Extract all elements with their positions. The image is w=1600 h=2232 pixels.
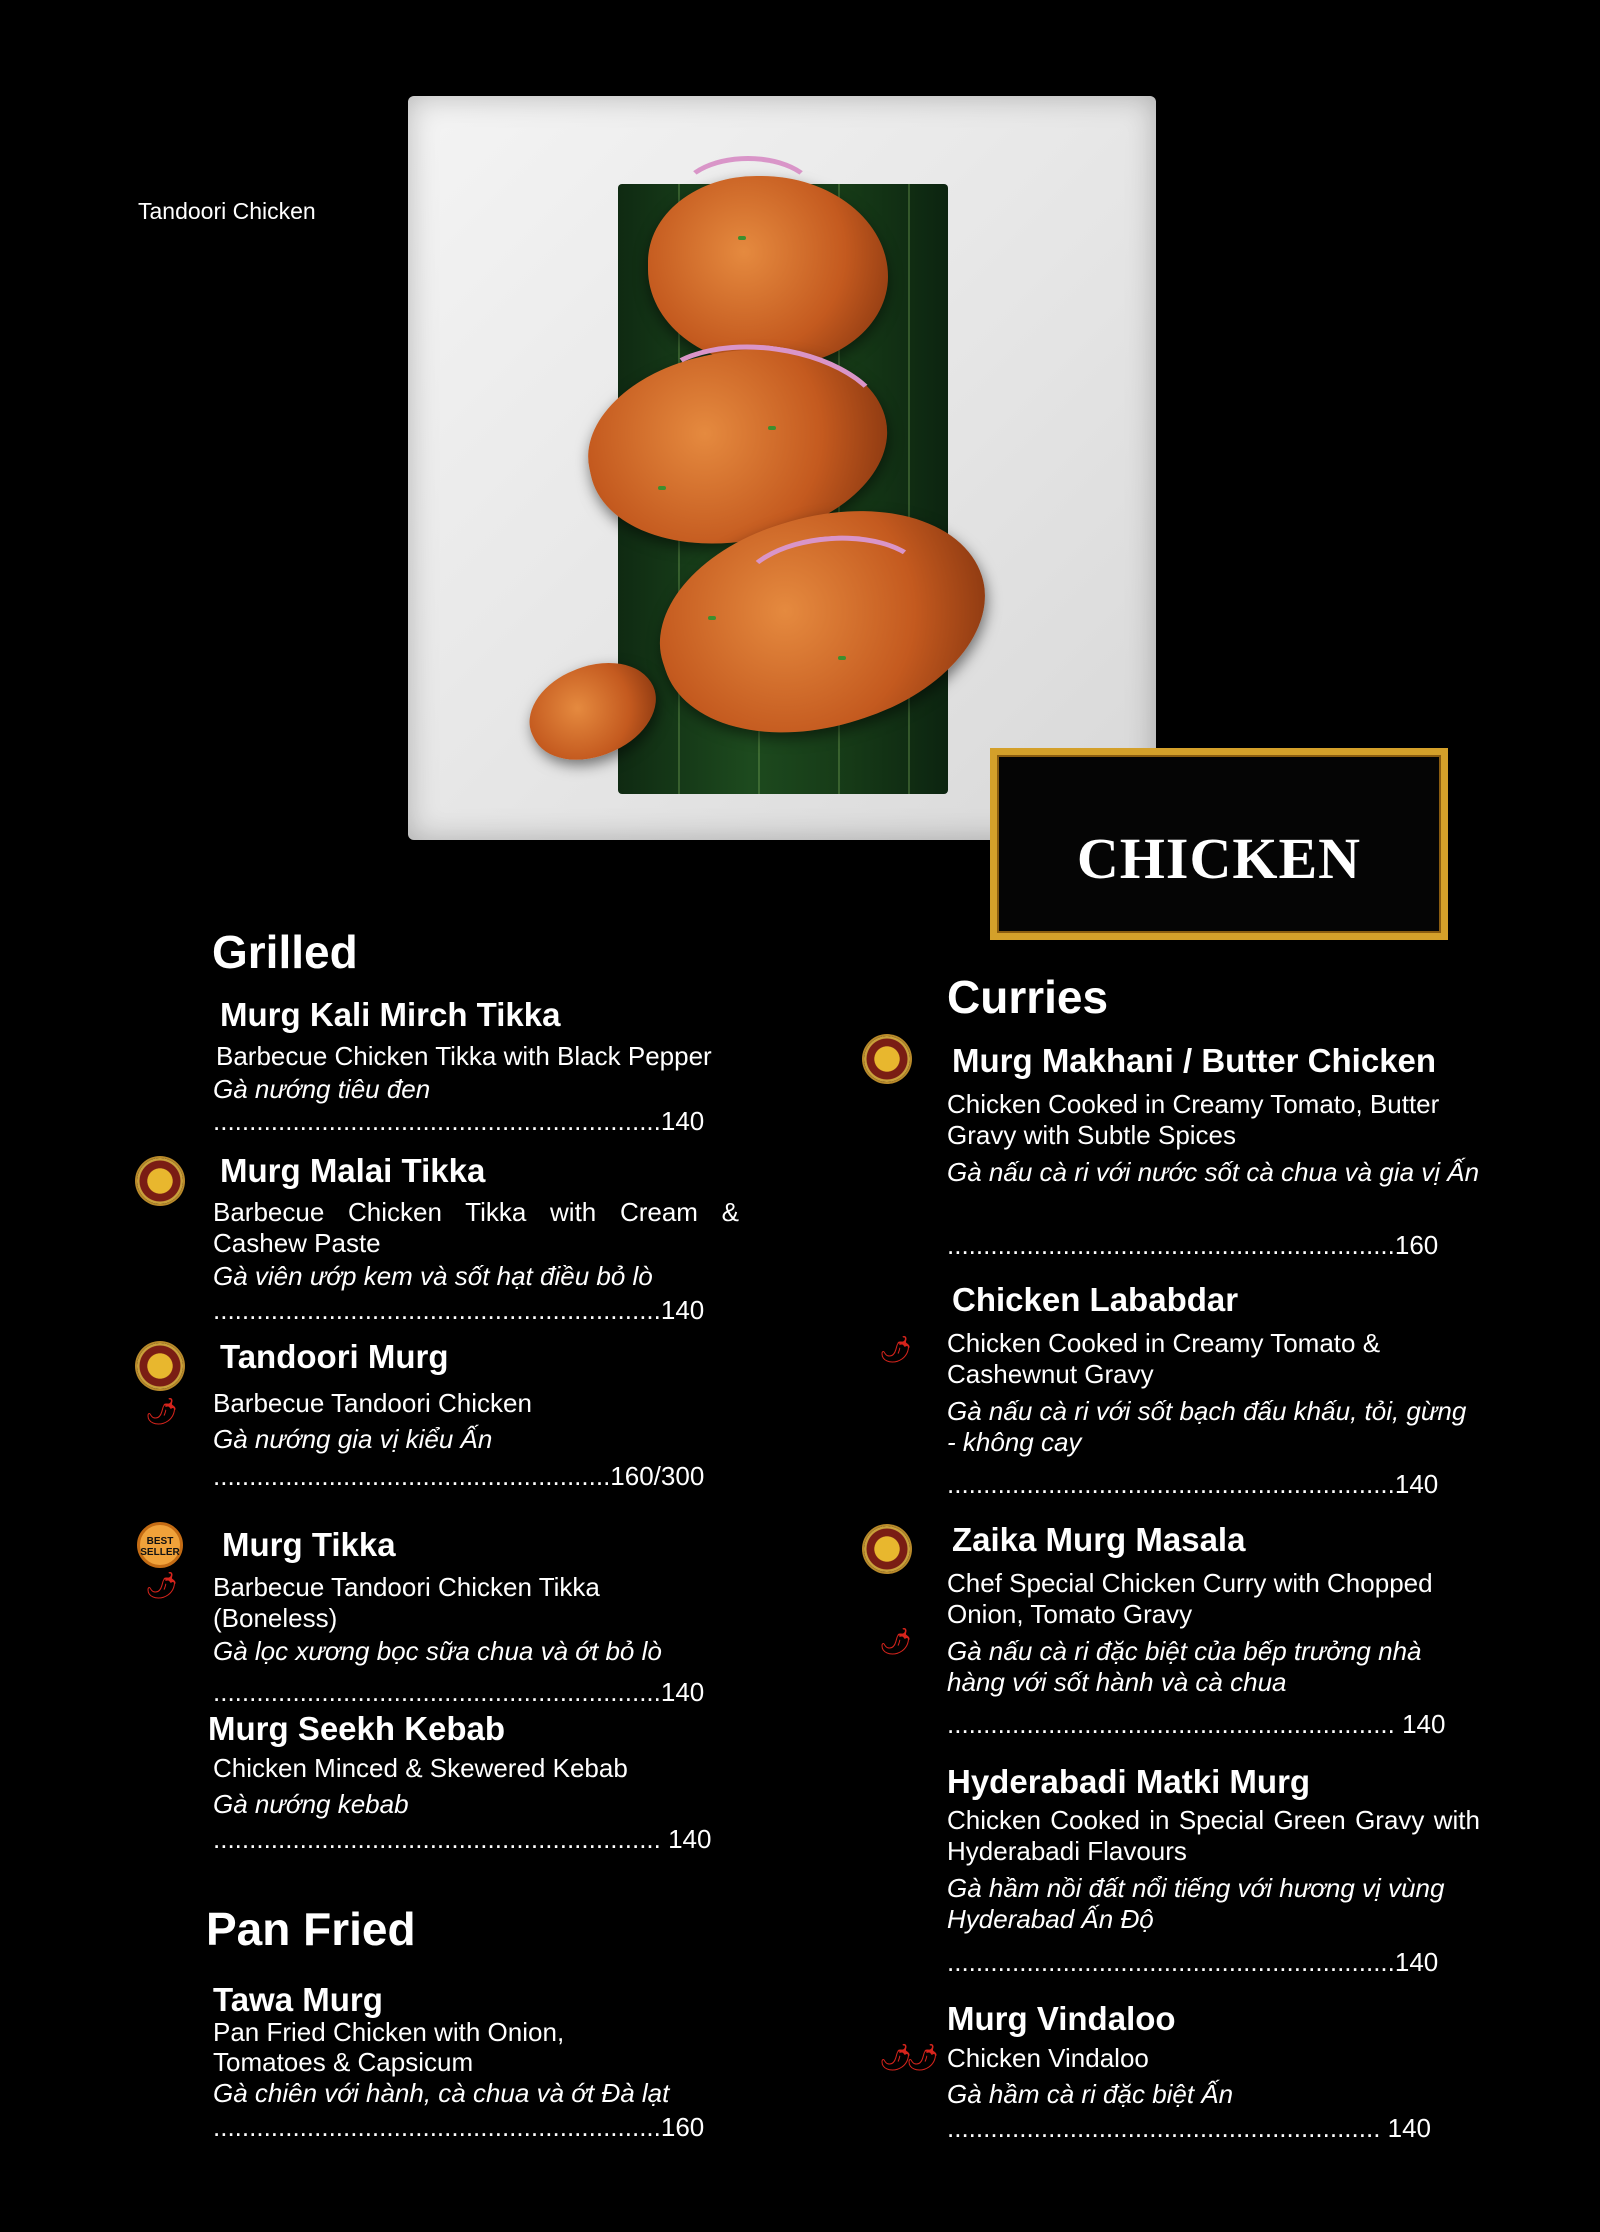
menu-item-desc: Chicken Vindaloo [947,2043,1149,2073]
menu-item-name: Tawa Murg [213,1981,383,2018]
menu-item-viet: Gà nấu cà ri với sốt bạch đấu khấu, tỏi, gừng - không cay [947,1396,1467,1457]
menu-item-name: Murg Makhani / Butter Chicken [952,1042,1437,1079]
menu-item-price: ..............................................................140 [213,1295,705,1325]
menu-item-viet: Gà nướng gia vị kiểu Ấn [213,1424,493,1454]
menu-item-name: Zaika Murg Masala [952,1521,1246,1558]
chili-icon: 🌶 [879,1626,913,1656]
menu-item-viet: Gà chiên với hành, cà chua và ớt Đà lạt [213,2078,670,2108]
double-chili-icon: 🌶🌶 [879,2042,934,2072]
section-title-pan-fried: Pan Fried [206,1903,416,1955]
menu-item-desc: Chicken Cooked in Special Green Gravy with Hyderabadi Flavours [947,1805,1480,1866]
menu-item-price: .............................................................. 140 [947,1709,1446,1739]
menu-item-desc: Chicken Cooked in Creamy Tomato, Butter Gravy with Subtle Spices [947,1089,1440,1150]
section-title-grilled: Grilled [212,926,358,978]
menu-item-desc: Chef Special Chicken Curry with Chopped Onion, Tomato Gravy [947,1568,1433,1629]
menu-item-desc: Barbecue Chicken Tikka with Black Pepper [216,1041,712,1071]
menu-item-name: Murg Malai Tikka [220,1152,486,1189]
menu-item-viet: Gà lọc xương bọc sữa chua và ớt bỏ lò [213,1636,662,1666]
chili-icon: 🌶 [145,1396,179,1426]
menu-item-desc: Barbecue Tandoori Chicken Tikka (Boneless) [213,1572,600,1633]
chili-icon: 🌶 [145,1570,179,1600]
menu-item-name: Chicken Lababdar [952,1281,1239,1318]
menu-item-price: .......................................................160/300 [213,1461,705,1491]
menu-item-desc: Chicken Cooked in Creamy Tomato & Cashewnut Gravy [947,1328,1381,1389]
menu-item-name: Murg Kali Mirch Tikka [220,996,561,1033]
menu-item-price: ..............................................................160 [947,1230,1439,1260]
menu-item-desc: Barbecue Tandoori Chicken [213,1388,532,1418]
signature-seal-icon [137,1343,183,1389]
menu-item-price: .............................................................. 140 [213,1824,712,1854]
photo-caption: Tandoori Chicken [138,198,316,224]
menu-item-desc: Barbecue Chicken Tikka with Cream & Cashew Paste [213,1197,739,1258]
menu-item-viet: Gà nướng kebab [213,1789,409,1819]
section-title-curries: Curries [947,971,1109,1023]
menu-item-name: Hyderabadi Matki Murg [947,1763,1311,1800]
menu-item-price: ............................................................ 140 [947,2113,1432,2143]
menu-item-viet: Gà nướng tiêu đen [213,1074,431,1104]
menu-item-price: ..............................................................140 [947,1469,1439,1499]
menu-item-desc: Chicken Minced & Skewered Kebab [213,1753,628,1783]
best-seller-icon: BEST SELLER [137,1522,183,1568]
menu-item-viet: Gà hầm nồi đất nổi tiếng với hương vị vùng Hyderabad Ấn Độ [947,1873,1445,1934]
menu-item-viet: Gà hầm cà ri đặc biệt Ấn [947,2079,1234,2109]
menu-item-price: ..............................................................140 [947,1947,1439,1977]
menu-item-price: ..............................................................140 [213,1106,705,1136]
menu-item-name: Murg Tikka [222,1526,396,1563]
category-badge [990,748,1448,940]
signature-seal-icon [137,1158,183,1204]
food-photo-plate [408,96,1156,840]
menu-item-viet: Gà nấu cà ri với nước sốt cà chua và gia vị Ấn [947,1157,1480,1187]
signature-seal-icon [864,1036,910,1082]
menu-item-viet: Gà viên ướp kem và sốt hạt điều bỏ lò [213,1261,653,1291]
menu-item-name: Murg Vindaloo [947,2000,1176,2037]
chili-icon: 🌶 [879,1334,913,1364]
menu-item-name: Murg Seekh Kebab [208,1710,506,1747]
category-title: CHICKEN [1076,826,1362,891]
menu-item-desc: Pan Fried Chicken with Onion, Tomatoes & Capsicum [213,2017,565,2077]
menu-item-price: ..............................................................140 [213,1677,705,1707]
menu-item-viet: Gà nấu cà ri đặc biệt của bếp trưởng nhà hàng với sốt hành và cà chua [947,1636,1422,1697]
signature-seal-icon [864,1526,910,1572]
menu-item-name: Tandoori Murg [220,1338,449,1375]
menu-item-price: ..............................................................160 [213,2112,705,2142]
